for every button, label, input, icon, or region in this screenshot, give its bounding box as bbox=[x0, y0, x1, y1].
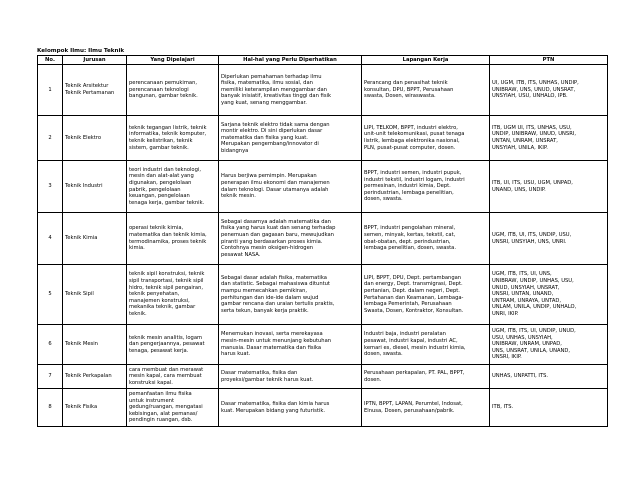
row-number-line: 8 bbox=[48, 404, 52, 411]
studied-topics-cell bbox=[127, 116, 219, 161]
career-fields-cell bbox=[362, 325, 490, 365]
notes-line: fisika yang harus kuat dan senang terhadap bbox=[221, 225, 336, 232]
table-row bbox=[38, 389, 608, 427]
studied-topics-line: sistem, gambar teknik. bbox=[129, 144, 189, 151]
career-fields-line: listrik, lembaga elektronika nasional, bbox=[364, 138, 460, 144]
notes-line: dan statistic. Sebagai mahasiswa dituntut bbox=[221, 281, 330, 288]
universities-line: UNIBRAW, UNS, UNUD, UNSRAT, bbox=[492, 86, 576, 93]
notes-line: yang kuat, senang menggambar. bbox=[221, 99, 307, 106]
career-fields-line: Industri baja, industri peralatan bbox=[364, 331, 446, 338]
career-fields-line: LIPI, TELKOM, BPPT, industri elektro, bbox=[364, 124, 458, 131]
row-number-cell bbox=[38, 116, 63, 161]
career-fields-line: Perusahaan perkapalan, PT. PAL, BPPT, bbox=[364, 369, 465, 376]
studied-topics-line: untuk instrument bbox=[129, 397, 175, 404]
notes-cell bbox=[219, 325, 362, 365]
studied-topics-line: cara membuat dan merawat bbox=[129, 366, 204, 373]
major-name-cell bbox=[63, 116, 127, 161]
career-fields-line: dan energy, Dept. transmigrasi, Dept. bbox=[364, 281, 463, 288]
career-fields-line: perindustrian, lembaga penelitian, bbox=[364, 189, 454, 196]
career-fields-line: IPTN, BPPT, LAPAN, Perumtel, Indosat, bbox=[364, 400, 463, 407]
notes-line: dalam teknologi. Dasar utamanya adalah bbox=[221, 186, 329, 193]
col-header-dipelajari: Yang Dipelajari bbox=[127, 56, 219, 65]
notes-line: Merupakan pengembang/innovator di bbox=[221, 141, 319, 148]
career-fields-line: dosen. bbox=[364, 376, 382, 383]
notes-line: serta tekun, banyak kerja praktik. bbox=[221, 307, 309, 314]
studied-topics-line: tenaga, pesawat kerja. bbox=[129, 347, 189, 354]
notes-line: piranti yang berdasarkan proses kimia. bbox=[221, 238, 323, 245]
studied-topics-line: perencanaan pemukiman, bbox=[129, 80, 198, 87]
studied-topics-line: bangunan, gambar teknik. bbox=[129, 93, 198, 100]
notes-cell bbox=[219, 65, 362, 116]
career-fields-line: lembaga penelitian, dosen, swasta. bbox=[364, 245, 456, 252]
row-number-line: 3 bbox=[48, 183, 52, 190]
universities-line: USU, UNHAS, UNSYIAH, bbox=[492, 334, 553, 341]
major-name-cell bbox=[63, 265, 127, 325]
notes-line: Dasar matematika, fisika dan kimia harus bbox=[221, 400, 330, 407]
notes-line: Sebagai dasar adalah fisika, matematika bbox=[221, 274, 327, 281]
universities-cell bbox=[490, 389, 608, 427]
universities-cell bbox=[490, 161, 608, 213]
studied-topics-line: teknik mesin analitis, logam bbox=[129, 334, 203, 341]
career-fields-line: obat-obatan, dept. perindustrian, bbox=[364, 238, 451, 245]
studied-topics-cell bbox=[127, 65, 219, 116]
universities-cell bbox=[490, 365, 608, 389]
studied-topics-cell bbox=[127, 161, 219, 213]
notes-line: teknik mesin. bbox=[221, 193, 256, 200]
notes-cell bbox=[219, 213, 362, 265]
universities-line: UNSRI, UNTAN, UNAND, bbox=[492, 291, 554, 298]
studied-topics-line: teknik sipil konstruksi, teknik bbox=[129, 271, 205, 278]
universities-line: UNSRI, IKIP. bbox=[492, 354, 522, 361]
studied-topics-line: tenaga kerja, gambar teknik. bbox=[129, 199, 205, 206]
row-number-cell bbox=[38, 161, 63, 213]
universities-line: UNS, UNSRAT, UNILA, UNAND, bbox=[492, 347, 571, 354]
table-row bbox=[38, 325, 608, 365]
studied-topics-cell bbox=[127, 265, 219, 325]
universities-line: UGM, ITB, ITS, UI, UNS, bbox=[492, 271, 552, 278]
universities-cell bbox=[490, 116, 608, 161]
universities-line: UNRI, IKIP. bbox=[492, 310, 519, 317]
col-header-ptn: PTN bbox=[490, 56, 608, 65]
notes-line: Sarjana teknik elektro tidak sama dengan bbox=[221, 121, 330, 128]
universities-line: UNTRAM, UNRAYA, UNTAD, bbox=[492, 297, 562, 304]
universities-line: UI, UGM, ITB, ITS, UNHAS, UNDIP, bbox=[492, 80, 579, 87]
studied-topics-line: hidro, teknik sipil pengairan, bbox=[129, 284, 204, 291]
major-name-cell bbox=[63, 389, 127, 427]
universities-line: UNDIP, UNIBRAW, UNUD, UNSRI, bbox=[492, 131, 576, 138]
notes-cell bbox=[219, 389, 362, 427]
universities-line: UGM, ITB, UI, ITS, UNDIP, USU, bbox=[492, 231, 572, 238]
row-number-line: 5 bbox=[48, 291, 52, 298]
studied-topics-line: dan pengerjaannya, pesawat bbox=[129, 341, 205, 348]
universities-line: UNIBRAW, UNRAM, UNPAD, bbox=[492, 341, 562, 348]
career-fields-cell bbox=[362, 265, 490, 325]
studied-topics-line: operasi teknik kimia, bbox=[129, 225, 184, 232]
row-number-cell bbox=[38, 325, 63, 365]
career-fields-line: kemari es, diesel, mesin industri kimia, bbox=[364, 344, 466, 351]
col-header-jurusan: Jurusan bbox=[63, 56, 127, 65]
universities-line: UNUD, UNSYIAH, UNSRAT, bbox=[492, 284, 560, 291]
universities-line: UGM, ITB, ITS, UI, UNDIP, UNUD, bbox=[492, 328, 576, 335]
row-number-cell bbox=[38, 65, 63, 116]
row-number-cell bbox=[38, 389, 63, 427]
col-header-perhatian: Hal-hal yang Perlu Diperhatikan bbox=[219, 56, 362, 65]
notes-line: fisika, matematika, ilmu sosial, dan bbox=[221, 80, 313, 87]
major-name-cell bbox=[63, 325, 127, 365]
table-row bbox=[38, 116, 608, 161]
career-fields-cell bbox=[362, 213, 490, 265]
career-fields-line: Pertahanan dan Keamanan, Lembaga- bbox=[364, 294, 464, 301]
notes-line: harus kuat. bbox=[221, 351, 251, 358]
notes-line: mampu memecahkan pemikiran, bbox=[221, 287, 308, 294]
row-number-line: 7 bbox=[48, 373, 52, 380]
notes-line: gambar rencana dan uraian tertulis praktis, bbox=[221, 301, 335, 308]
studied-topics-line: pabrik, pengelolaan bbox=[129, 186, 181, 193]
major-name-line: Teknik Pertamanan bbox=[65, 90, 115, 96]
career-fields-line: Swasta, Dosen, Kontraktor, Konsultan. bbox=[364, 307, 464, 314]
career-fields-line: LIPI, BPPT, DPU, Dept. pertambangan bbox=[364, 274, 462, 281]
universities-cell bbox=[490, 265, 608, 325]
notes-line: Contohnya mesin oksigen-hidrogen bbox=[221, 245, 314, 252]
studied-topics-line: mesin kapal, cara membuat bbox=[129, 373, 202, 380]
universities-cell bbox=[490, 213, 608, 265]
notes-line: banyak inisiatif, kreativitas tinggi dan fisik bbox=[221, 93, 331, 100]
notes-cell bbox=[219, 365, 362, 389]
career-fields-cell bbox=[362, 65, 490, 116]
studied-topics-line: mesin dan alat-alat yang bbox=[129, 173, 194, 180]
notes-line: montir elektro. Di sini diperlukan dasar bbox=[221, 128, 323, 135]
notes-line: Diperlukan pemahaman terhadap ilmu bbox=[221, 73, 322, 80]
major-name-line: Teknik Industri bbox=[65, 183, 103, 190]
notes-line: memiliki keterampilan menggambar dan bbox=[221, 86, 327, 93]
career-fields-line: semen, minyak, kertas, tekstil, cat, bbox=[364, 231, 456, 238]
universities-line: UNLAM, UNILA, UNDIP, UNHALO, bbox=[492, 304, 577, 311]
studied-topics-line: gedung/ruangan, mengatasi bbox=[129, 404, 203, 411]
studied-topics-line: kebisingan, alat pemanas/ bbox=[129, 410, 198, 417]
studied-topics-line: sipil transportasi, teknik sipil bbox=[129, 278, 204, 285]
table-row bbox=[38, 65, 608, 116]
studied-topics-line: termodinamika, proses teknik bbox=[129, 238, 207, 245]
row-number-line: 2 bbox=[48, 134, 52, 141]
notes-line: Menemukan inovasi, serta merekayasa bbox=[221, 331, 323, 338]
studied-topics-cell bbox=[127, 365, 219, 389]
universities-line: UNTAN, UNRAM, UNSRAT, bbox=[492, 138, 558, 144]
major-name-cell bbox=[63, 161, 127, 213]
notes-line: perhitungan dan ide-ide dalam wujud bbox=[221, 294, 319, 301]
notes-line: Harus berjiwa pemimpin. Merupakan bbox=[221, 173, 317, 180]
universities-line: ITB, UI, ITS, USU, UGM, UNPAD, bbox=[492, 179, 573, 186]
major-name-cell bbox=[63, 213, 127, 265]
notes-line: matematika dan fisika yang kuat. bbox=[221, 134, 308, 141]
studied-topics-line: pendingin ruangan, dsb. bbox=[129, 417, 193, 424]
studied-topics-line: teknik penyehatan, bbox=[129, 291, 180, 298]
notes-cell bbox=[219, 265, 362, 325]
studied-topics-line: konstruksi kapal. bbox=[129, 379, 173, 386]
career-fields-cell bbox=[362, 365, 490, 389]
career-fields-line: pertanian, Dept. dalam negeri, Dept. bbox=[364, 287, 460, 294]
career-fields-line: pesawat, industri kapal, industri AC, bbox=[364, 337, 458, 344]
studied-topics-line: mekanika teknik, gambar bbox=[129, 304, 196, 311]
studied-topics-cell bbox=[127, 325, 219, 365]
studied-topics-line: manajemen konstruksi, bbox=[129, 297, 190, 304]
studied-topics-line: keuangan, pengelolaan bbox=[129, 193, 190, 200]
row-number-cell bbox=[38, 265, 63, 325]
notes-line: pesawat NASA. bbox=[221, 251, 261, 258]
row-number-cell bbox=[38, 213, 63, 265]
universities-line: UNIBRAW, UNDIP, UNHAS, USU, bbox=[492, 278, 574, 285]
table-row bbox=[38, 265, 608, 325]
major-name-line: Teknik Perkapalan bbox=[65, 373, 112, 380]
col-header-lapangan: Lapangan Kerja bbox=[362, 56, 490, 65]
career-fields-line: BPPT, industri semen, industri pupuk, bbox=[364, 170, 462, 177]
career-fields-line: dosen, swasta. bbox=[364, 196, 403, 203]
studied-topics-line: perencanaan teknologi bbox=[129, 86, 189, 93]
career-fields-line: swasta, Dosen, wiraswasta. bbox=[364, 93, 436, 100]
career-fields-cell bbox=[362, 389, 490, 427]
career-fields-line: industri tekstil, industri logam, industri bbox=[364, 176, 465, 183]
career-fields-line: PLN, pusat-pusat computer, dosen. bbox=[364, 144, 456, 151]
universities-line: UNAND, UNS, UNDIP. bbox=[492, 186, 546, 193]
major-name-cell bbox=[63, 65, 127, 116]
major-name-line: Teknik Fisika bbox=[65, 404, 98, 411]
notes-cell bbox=[219, 116, 362, 161]
notes-line: penemuan dan gagasan baru, mewujudkan bbox=[221, 231, 334, 238]
notes-line: penerapan ilmu ekonomi dan manajemen bbox=[221, 179, 330, 186]
studied-topics-line: digunakan, pengelolaan bbox=[129, 179, 192, 186]
table-row bbox=[38, 213, 608, 265]
studied-topics-line: kimia. bbox=[129, 245, 145, 252]
studied-topics-line: teknik kelistrikan, teknik bbox=[129, 138, 193, 144]
row-number-line: 6 bbox=[48, 341, 52, 348]
major-name-line: Teknik Sipil bbox=[65, 291, 94, 298]
career-fields-line: Perancang dan penasihat teknik bbox=[364, 80, 448, 87]
table-row bbox=[38, 365, 608, 389]
studied-topics-line: matematika dan teknik kimia, bbox=[129, 231, 207, 238]
notes-line: mesin-mesin untuk menunjang kebutuhan bbox=[221, 337, 332, 344]
notes-cell bbox=[219, 161, 362, 213]
career-fields-line: dosen, swasta. bbox=[364, 351, 403, 358]
row-number-line: 4 bbox=[48, 235, 52, 242]
universities-cell bbox=[490, 65, 608, 116]
notes-line: manusia. Dasar matematika dan fisika bbox=[221, 344, 322, 351]
row-number-line: 1 bbox=[48, 86, 52, 93]
studied-topics-cell bbox=[127, 213, 219, 265]
career-fields-line: BPPT, industri pengolahan mineral, bbox=[364, 225, 456, 232]
notes-line: proyeksi/gambar teknik harus kuat. bbox=[221, 376, 314, 383]
table-row bbox=[38, 161, 608, 213]
universities-line: ITB, UGM UI, ITS, UNHAS, USU, bbox=[492, 124, 572, 131]
career-fields-line: Elnusa, Dosen, perusahaan/pabrik. bbox=[364, 407, 455, 414]
universities-line: UNSYIAH, UNILA, IKIP. bbox=[492, 144, 548, 151]
studied-topics-line: teknik. bbox=[129, 310, 147, 317]
majors-table bbox=[37, 55, 608, 427]
universities-line: UNSRI, UNSYIAH, UNS, UNRI. bbox=[492, 238, 567, 245]
studied-topics-line: pemanfaatan ilmu fisika bbox=[129, 391, 192, 398]
notes-line: kuat. Merupakan bidang yang futuristik. bbox=[221, 407, 325, 414]
studied-topics-line: teori industri dan teknologi, bbox=[129, 166, 201, 173]
studied-topics-cell bbox=[127, 389, 219, 427]
notes-line: bidangnya bbox=[221, 147, 249, 154]
major-name-line: Teknik Elektro bbox=[65, 134, 102, 141]
career-fields-line: unit-unit telekomunikasi, pusat tenaga bbox=[364, 131, 465, 138]
header-row bbox=[38, 56, 608, 65]
major-name-line: Teknik Mesin bbox=[65, 341, 98, 348]
universities-cell bbox=[490, 325, 608, 365]
career-fields-cell bbox=[362, 116, 490, 161]
career-fields-line: konsultan, DPU, BPPT, Perusahaan bbox=[364, 86, 454, 93]
universities-line: ITB, ITS. bbox=[492, 404, 514, 411]
major-name-line: Teknik Arsitektur bbox=[65, 83, 109, 90]
universities-line: UNSYIAH, USU, UNHALO, IPB. bbox=[492, 93, 568, 100]
table-heading: Kelompok Ilmu: Ilmu Teknik bbox=[37, 48, 125, 54]
col-header-no: No. bbox=[38, 56, 63, 65]
major-name-line: Teknik Kimia bbox=[65, 235, 98, 242]
universities-line: UNHAS, UNPATTI, ITS. bbox=[492, 373, 549, 380]
studied-topics-line: teknik tegangan listrik, teknik bbox=[129, 124, 207, 131]
notes-line: Sebagai dasarnya adalah matematika dan bbox=[221, 218, 331, 225]
notes-line: Dasar matematika, fisika dan bbox=[221, 369, 298, 376]
career-fields-cell bbox=[362, 161, 490, 213]
studied-topics-line: informatika, teknik komputer, bbox=[129, 131, 207, 138]
row-number-cell bbox=[38, 365, 63, 389]
career-fields-line: lembaga Pemerintah, Perusahaan bbox=[364, 301, 452, 308]
major-name-cell bbox=[63, 365, 127, 389]
career-fields-line: permesinan, industri kimia, Dept. bbox=[364, 183, 451, 190]
